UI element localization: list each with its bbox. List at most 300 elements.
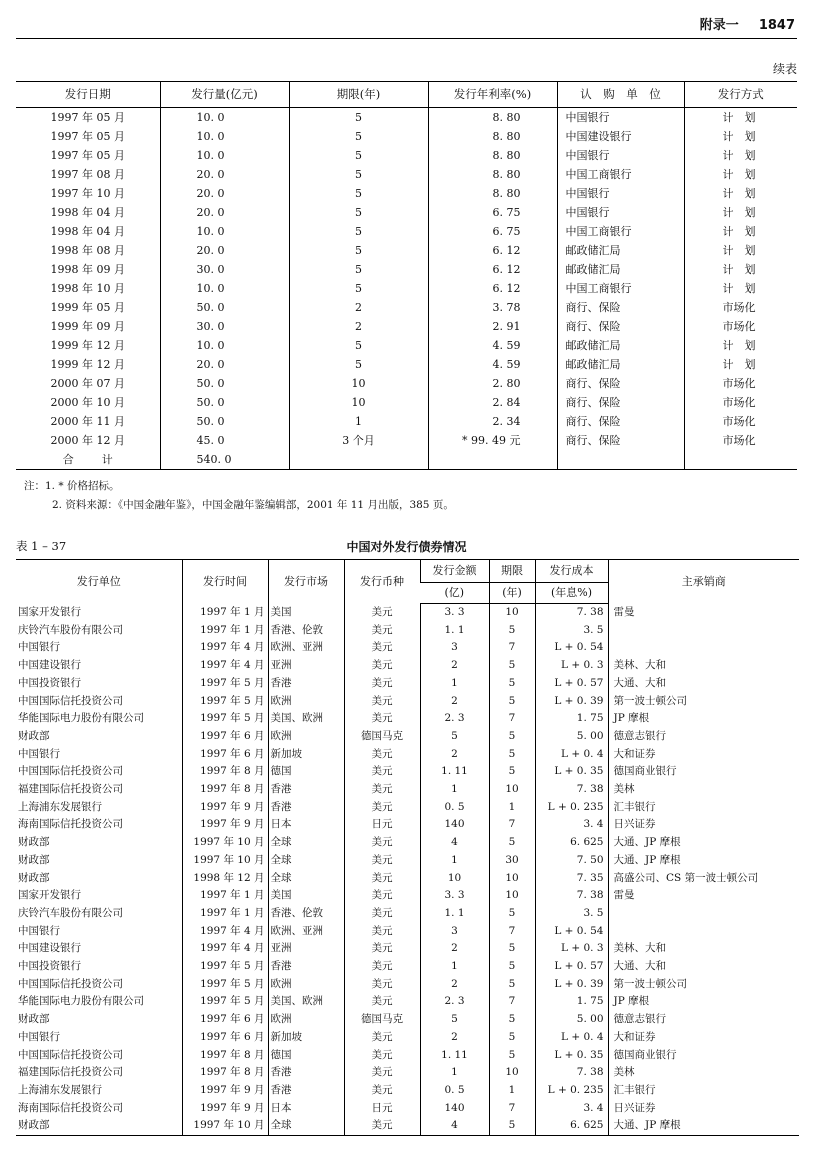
cell-cost: 7. 38	[535, 887, 608, 905]
col-header-amount: 发行金额	[420, 560, 489, 583]
cell-cost: 6. 625	[535, 834, 608, 852]
table-row	[16, 355, 797, 374]
cell-market: 欧洲	[268, 1011, 344, 1029]
cell-market: 德国	[268, 1047, 344, 1065]
table-row	[16, 657, 799, 675]
cell-term: 10	[489, 870, 535, 888]
col-header-currency: 发行币种	[344, 560, 420, 604]
cell-currency: 美元	[344, 675, 420, 693]
foreign-bond-table	[16, 559, 799, 1136]
cell-issue-amount: 20. 0	[160, 241, 289, 260]
cell-term: 5	[289, 146, 428, 165]
cell-issuer: 财政部	[18, 836, 50, 849]
cell-subscriber: 商行、保险	[557, 412, 684, 431]
cell-issue-amount: 10. 0	[160, 336, 289, 355]
cell-amount: 2	[420, 657, 489, 675]
cell-issue-method: 市场化	[684, 431, 797, 450]
table-row	[16, 799, 799, 817]
table-row	[16, 1064, 799, 1082]
cell-issue-time: 1997 年 8 月	[182, 763, 268, 781]
cell-issue-date: 1999 年 09 月	[50, 320, 125, 333]
cell-term: 7	[489, 816, 535, 834]
cell-market: 欧洲、亚洲	[268, 923, 344, 941]
cell-market: 香港	[268, 781, 344, 799]
cell-issuer: 福建国际信托投资公司	[18, 783, 123, 796]
cell-cost: L + 0. 39	[535, 693, 608, 711]
cell-issue-date: 1997 年 05 月	[50, 149, 125, 162]
cell-term: 5	[289, 241, 428, 260]
cell-issue-amount: 45. 0	[160, 431, 289, 450]
table-row	[16, 852, 799, 870]
cell-market: 欧洲	[268, 976, 344, 994]
cell-term: 10	[489, 1064, 535, 1082]
table-row	[16, 108, 797, 128]
cell-cost: 7. 35	[535, 870, 608, 888]
cell-market: 香港	[268, 1082, 344, 1100]
cell-issue-time: 1997 年 1 月	[182, 604, 268, 622]
table-row	[16, 905, 799, 923]
cell-issue-date: 1998 年 10 月	[50, 282, 125, 295]
cell-cost: 7. 38	[535, 781, 608, 799]
cell-market: 新加坡	[268, 746, 344, 764]
cell-interest-rate: 3. 78	[428, 298, 557, 317]
cell-subscriber: 商行、保险	[557, 393, 684, 412]
cell-cost: L + 0. 3	[535, 657, 608, 675]
cell-term: 5	[489, 834, 535, 852]
table-row	[16, 146, 797, 165]
cell-amount: 3	[420, 923, 489, 941]
bond-issuance-table	[16, 81, 797, 470]
cell-amount: 5	[420, 1011, 489, 1029]
cell-issue-amount: 20. 0	[160, 184, 289, 203]
table-row	[16, 127, 797, 146]
table-row	[16, 336, 797, 355]
cell-term: 5	[289, 203, 428, 222]
cell-term: 7	[489, 710, 535, 728]
table-row	[16, 728, 799, 746]
cell-issue-method: 计 划	[684, 336, 797, 355]
cell-issue-method: 市场化	[684, 298, 797, 317]
col-header-cost: 发行成本	[535, 560, 608, 583]
cell-issue-date: 1999 年 05 月	[50, 301, 125, 314]
cell-issue-amount: 10. 0	[160, 108, 289, 128]
cell-cost: L + 0. 4	[535, 1029, 608, 1047]
col-header-market: 发行市场	[268, 560, 344, 604]
cell-issuer: 上海浦东发展银行	[18, 800, 102, 813]
cell-issue-date: 2000 年 11 月	[50, 415, 125, 428]
cell-underwriter	[608, 923, 799, 941]
cell-underwriter: JP 摩根	[608, 993, 799, 1011]
cell-market: 全球	[268, 852, 344, 870]
cell-issue-time: 1997 年 10 月	[182, 1117, 268, 1135]
cell-issuer: 中国建设银行	[18, 659, 81, 672]
cell-underwriter	[608, 622, 799, 640]
cell-issue-method: 计 划	[684, 184, 797, 203]
cell-term: 7	[489, 923, 535, 941]
table-row	[16, 639, 799, 657]
cell-term: 10	[289, 393, 428, 412]
note-2: 2. 资料来源：《中国金融年鉴》，中国金融年鉴编辑部，2001 年 11 月出版，385 页。	[52, 499, 454, 511]
cell-issue-date: 1997 年 05 月	[50, 111, 125, 124]
cell-amount: 2. 3	[420, 710, 489, 728]
cell-amount: 10	[420, 870, 489, 888]
cell-underwriter: 高盛公司、CS 第一波士顿公司	[608, 870, 799, 888]
cell-cost: 7. 38	[535, 1064, 608, 1082]
cell-issue-amount: 50. 0	[160, 374, 289, 393]
cell-subscriber: 中国工商银行	[557, 165, 684, 184]
table-row	[16, 241, 797, 260]
cell-issue-time: 1997 年 5 月	[182, 693, 268, 711]
table-row	[16, 298, 797, 317]
cell-issuer: 庆铃汽车股份有限公司	[18, 906, 123, 919]
table-row	[16, 763, 799, 781]
empty-cell	[557, 450, 684, 470]
cell-subscriber: 邮政储汇局	[557, 336, 684, 355]
cell-currency: 美元	[344, 923, 420, 941]
cell-issue-time: 1997 年 5 月	[182, 976, 268, 994]
cell-subscriber: 中国建设银行	[557, 127, 684, 146]
cell-issuer: 中国国际信托投资公司	[18, 694, 123, 707]
cell-issue-time: 1997 年 10 月	[182, 834, 268, 852]
empty-cell	[428, 450, 557, 470]
cell-amount: 1	[420, 781, 489, 799]
cell-issuer: 海南国际信托投资公司	[18, 1101, 123, 1114]
cell-issue-time: 1997 年 6 月	[182, 1029, 268, 1047]
cell-interest-rate: 8. 80	[428, 127, 557, 146]
cell-market: 全球	[268, 834, 344, 852]
col-header-interest-rate: 发行年利率(%)	[428, 82, 557, 108]
cell-issue-date: 1997 年 08 月	[50, 168, 125, 181]
cell-issue-time: 1997 年 6 月	[182, 746, 268, 764]
cell-issue-time: 1997 年 4 月	[182, 639, 268, 657]
cell-underwriter: JP 摩根	[608, 710, 799, 728]
cell-subscriber: 商行、保险	[557, 298, 684, 317]
total-value: 540. 0	[160, 450, 289, 470]
cell-term: 5	[489, 622, 535, 640]
col-subheader-term-unit: (年)	[489, 583, 535, 604]
cell-issuer: 财政部	[18, 853, 50, 866]
total-label: 合计	[62, 453, 141, 466]
cell-issue-amount: 10. 0	[160, 222, 289, 241]
cell-term: 7	[489, 993, 535, 1011]
cell-cost: 3. 4	[535, 816, 608, 834]
cell-cost: L + 0. 57	[535, 675, 608, 693]
cell-cost: 1. 75	[535, 710, 608, 728]
cell-issue-method: 市场化	[684, 412, 797, 431]
cell-subscriber: 商行、保险	[557, 374, 684, 393]
cell-issue-amount: 20. 0	[160, 355, 289, 374]
cell-issue-method: 计 划	[684, 146, 797, 165]
cell-interest-rate: 2. 34	[428, 412, 557, 431]
cell-issue-amount: 20. 0	[160, 203, 289, 222]
col-header-underwriter: 主承销商	[608, 560, 799, 604]
cell-issuer: 中国国际信托投资公司	[18, 1048, 123, 1061]
cell-market: 亚洲	[268, 940, 344, 958]
table-row	[16, 993, 799, 1011]
cell-subscriber: 中国银行	[557, 184, 684, 203]
cell-amount: 1	[420, 958, 489, 976]
cell-underwriter	[608, 639, 799, 657]
cell-currency: 美元	[344, 693, 420, 711]
cell-amount: 1	[420, 1064, 489, 1082]
cell-amount: 4	[420, 1117, 489, 1135]
cell-amount: 140	[420, 1100, 489, 1118]
cell-issue-time: 1997 年 6 月	[182, 1011, 268, 1029]
cell-interest-rate: 4. 59	[428, 355, 557, 374]
cell-term: 5	[489, 1117, 535, 1135]
cell-term: 2	[289, 317, 428, 336]
cell-currency: 美元	[344, 1047, 420, 1065]
cell-underwriter: 大通、JP 摩根	[608, 1117, 799, 1135]
page-header	[16, 12, 797, 39]
cell-amount: 5	[420, 728, 489, 746]
cell-market: 全球	[268, 870, 344, 888]
cell-market: 全球	[268, 1117, 344, 1135]
cell-underwriter: 美林	[608, 781, 799, 799]
cell-issue-time: 1997 年 4 月	[182, 940, 268, 958]
cell-underwriter: 雷曼	[608, 604, 799, 622]
cell-issue-method: 计 划	[684, 165, 797, 184]
cell-currency: 美元	[344, 710, 420, 728]
cell-underwriter: 日兴证券	[608, 816, 799, 834]
cell-issue-time: 1997 年 10 月	[182, 852, 268, 870]
cell-interest-rate: 6. 12	[428, 241, 557, 260]
cell-currency: 美元	[344, 1029, 420, 1047]
cell-amount: 1. 11	[420, 1047, 489, 1065]
cell-term: 5	[289, 336, 428, 355]
cell-interest-rate: * 99. 49 元	[428, 431, 557, 450]
cell-amount: 3. 3	[420, 887, 489, 905]
cell-market: 欧洲、亚洲	[268, 639, 344, 657]
cell-term: 5	[289, 222, 428, 241]
cell-issue-amount: 10. 0	[160, 127, 289, 146]
cell-underwriter: 大通、JP 摩根	[608, 834, 799, 852]
cell-market: 日本	[268, 816, 344, 834]
table-row	[16, 165, 797, 184]
cell-term: 5	[489, 905, 535, 923]
cell-amount: 2	[420, 693, 489, 711]
running-head	[700, 14, 795, 33]
cell-issue-amount: 20. 0	[160, 165, 289, 184]
cell-cost: 3. 5	[535, 905, 608, 923]
cell-term: 5	[489, 958, 535, 976]
cell-term: 5	[489, 746, 535, 764]
cell-issue-time: 1997 年 4 月	[182, 923, 268, 941]
cell-issue-method: 计 划	[684, 127, 797, 146]
cell-term: 5	[489, 657, 535, 675]
cell-currency: 美元	[344, 834, 420, 852]
cell-term: 5	[289, 108, 428, 128]
cell-issuer: 中国银行	[18, 641, 60, 654]
cell-market: 欧洲	[268, 728, 344, 746]
cell-issuer: 财政部	[18, 871, 50, 884]
cell-cost: 5. 00	[535, 728, 608, 746]
cell-subscriber: 邮政储汇局	[557, 241, 684, 260]
cell-issue-amount: 30. 0	[160, 317, 289, 336]
cell-interest-rate: 6. 12	[428, 279, 557, 298]
cell-issue-time: 1997 年 5 月	[182, 675, 268, 693]
cell-issue-date: 1999 年 12 月	[50, 339, 125, 352]
cell-cost: 3. 5	[535, 622, 608, 640]
cell-amount: 2	[420, 1029, 489, 1047]
cell-cost: L + 0. 3	[535, 940, 608, 958]
cell-term: 5	[289, 355, 428, 374]
cell-term: 5	[489, 675, 535, 693]
table-row	[16, 1082, 799, 1100]
col-header-issue-date: 发行日期	[16, 82, 160, 108]
cell-currency: 美元	[344, 657, 420, 675]
cell-subscriber: 中国银行	[557, 108, 684, 128]
cell-issue-date: 1997 年 05 月	[50, 130, 125, 143]
cell-cost: L + 0. 235	[535, 1082, 608, 1100]
cell-subscriber: 中国工商银行	[557, 222, 684, 241]
cell-issue-date: 1999 年 12 月	[50, 358, 125, 371]
cell-currency: 美元	[344, 763, 420, 781]
cell-currency: 美元	[344, 958, 420, 976]
cell-currency: 美元	[344, 1064, 420, 1082]
cell-cost: L + 0. 54	[535, 639, 608, 657]
cell-issuer: 中国银行	[18, 747, 60, 760]
cell-currency: 美元	[344, 799, 420, 817]
table-row	[16, 279, 797, 298]
table-row	[16, 781, 799, 799]
cell-issuer: 中国国际信托投资公司	[18, 977, 123, 990]
cell-term: 5	[289, 279, 428, 298]
cell-cost: 5. 00	[535, 1011, 608, 1029]
cell-issue-date: 1998 年 04 月	[50, 225, 125, 238]
cell-term: 5	[489, 763, 535, 781]
cell-term: 5	[489, 976, 535, 994]
cell-cost: 1. 75	[535, 993, 608, 1011]
cell-term: 5	[489, 1029, 535, 1047]
cell-term: 10	[489, 887, 535, 905]
cell-subscriber: 中国银行	[557, 203, 684, 222]
cell-issue-date: 1998 年 08 月	[50, 244, 125, 257]
cell-market: 日本	[268, 1100, 344, 1118]
cell-subscriber: 中国工商银行	[557, 279, 684, 298]
cell-underwriter: 第一波士顿公司	[608, 976, 799, 994]
cell-interest-rate: 8. 80	[428, 108, 557, 128]
cell-issue-amount: 10. 0	[160, 146, 289, 165]
total-row	[16, 450, 797, 470]
table-row	[16, 816, 799, 834]
cell-term: 5	[489, 728, 535, 746]
cell-interest-rate: 2. 91	[428, 317, 557, 336]
cell-currency: 美元	[344, 1082, 420, 1100]
cell-issue-method: 计 划	[684, 260, 797, 279]
cell-term: 2	[289, 298, 428, 317]
table-row	[16, 710, 799, 728]
cell-issue-time: 1997 年 4 月	[182, 657, 268, 675]
cell-interest-rate: 6. 75	[428, 222, 557, 241]
col-subheader-amount-unit: (亿)	[420, 583, 489, 604]
cell-issue-time: 1997 年 5 月	[182, 710, 268, 728]
table-header-row	[16, 82, 797, 108]
table-row	[16, 374, 797, 393]
cell-issue-method: 计 划	[684, 222, 797, 241]
cell-issuer: 财政部	[18, 729, 50, 742]
table-row	[16, 604, 799, 622]
cell-interest-rate: 2. 84	[428, 393, 557, 412]
table-row	[16, 622, 799, 640]
cell-issue-date: 2000 年 10 月	[50, 396, 125, 409]
cell-underwriter: 德意志银行	[608, 728, 799, 746]
cell-issue-date: 2000 年 12 月	[50, 434, 125, 447]
cell-cost: L + 0. 4	[535, 746, 608, 764]
cell-amount: 0. 5	[420, 1082, 489, 1100]
cell-issue-amount: 50. 0	[160, 412, 289, 431]
cell-underwriter: 美林、大和	[608, 657, 799, 675]
cell-cost: 7. 38	[535, 604, 608, 622]
table-row	[16, 834, 799, 852]
cell-issue-amount: 50. 0	[160, 393, 289, 412]
cell-currency: 美元	[344, 781, 420, 799]
cell-issue-amount: 10. 0	[160, 279, 289, 298]
cell-issue-time: 1997 年 8 月	[182, 1047, 268, 1065]
cell-market: 香港	[268, 958, 344, 976]
cell-term: 5	[289, 260, 428, 279]
cell-cost: L + 0. 235	[535, 799, 608, 817]
table-row	[16, 940, 799, 958]
cell-term: 7	[489, 639, 535, 657]
cell-term: 5	[289, 165, 428, 184]
col-header-issue-time: 发行时间	[182, 560, 268, 604]
cell-subscriber: 商行、保险	[557, 431, 684, 450]
cell-issue-time: 1997 年 9 月	[182, 1100, 268, 1118]
cell-issue-method: 市场化	[684, 317, 797, 336]
cell-underwriter	[608, 905, 799, 923]
table-row	[16, 412, 797, 431]
cell-issuer: 国家开发银行	[18, 605, 81, 618]
cell-issue-time: 1997 年 1 月	[182, 622, 268, 640]
cell-issue-time: 1997 年 5 月	[182, 958, 268, 976]
cell-issue-amount: 30. 0	[160, 260, 289, 279]
cell-issuer: 海南国际信托投资公司	[18, 818, 123, 831]
cell-issue-method: 计 划	[684, 203, 797, 222]
cell-underwriter: 汇丰银行	[608, 799, 799, 817]
cell-cost: 7. 50	[535, 852, 608, 870]
cell-term: 7	[489, 1100, 535, 1118]
table-notes	[24, 477, 454, 515]
cell-currency: 美元	[344, 746, 420, 764]
cell-subscriber: 中国银行	[557, 146, 684, 165]
cell-interest-rate: 8. 80	[428, 184, 557, 203]
cell-market: 美国	[268, 604, 344, 622]
cell-underwriter: 美林	[608, 1064, 799, 1082]
cell-market: 亚洲	[268, 657, 344, 675]
cell-issue-amount: 50. 0	[160, 298, 289, 317]
cell-market: 香港	[268, 799, 344, 817]
cell-amount: 2	[420, 940, 489, 958]
cell-issue-method: 市场化	[684, 374, 797, 393]
table-row	[16, 1100, 799, 1118]
cell-term: 10	[489, 604, 535, 622]
cell-market: 香港、伦敦	[268, 622, 344, 640]
cell-issuer: 财政部	[18, 1013, 50, 1026]
cell-amount: 2	[420, 746, 489, 764]
cell-issue-time: 1997 年 1 月	[182, 887, 268, 905]
cell-underwriter: 德国商业银行	[608, 763, 799, 781]
cell-underwriter: 大和证券	[608, 1029, 799, 1047]
cell-term: 5	[289, 184, 428, 203]
col-header-issuer: 发行单位	[76, 574, 121, 588]
cell-amount: 2. 3	[420, 993, 489, 1011]
cell-term: 10	[289, 374, 428, 393]
cell-subscriber: 商行、保险	[557, 317, 684, 336]
cell-cost: 3. 4	[535, 1100, 608, 1118]
col-header-term: 期限(年)	[289, 82, 428, 108]
col-subheader-cost-unit: (年息%)	[535, 583, 608, 604]
